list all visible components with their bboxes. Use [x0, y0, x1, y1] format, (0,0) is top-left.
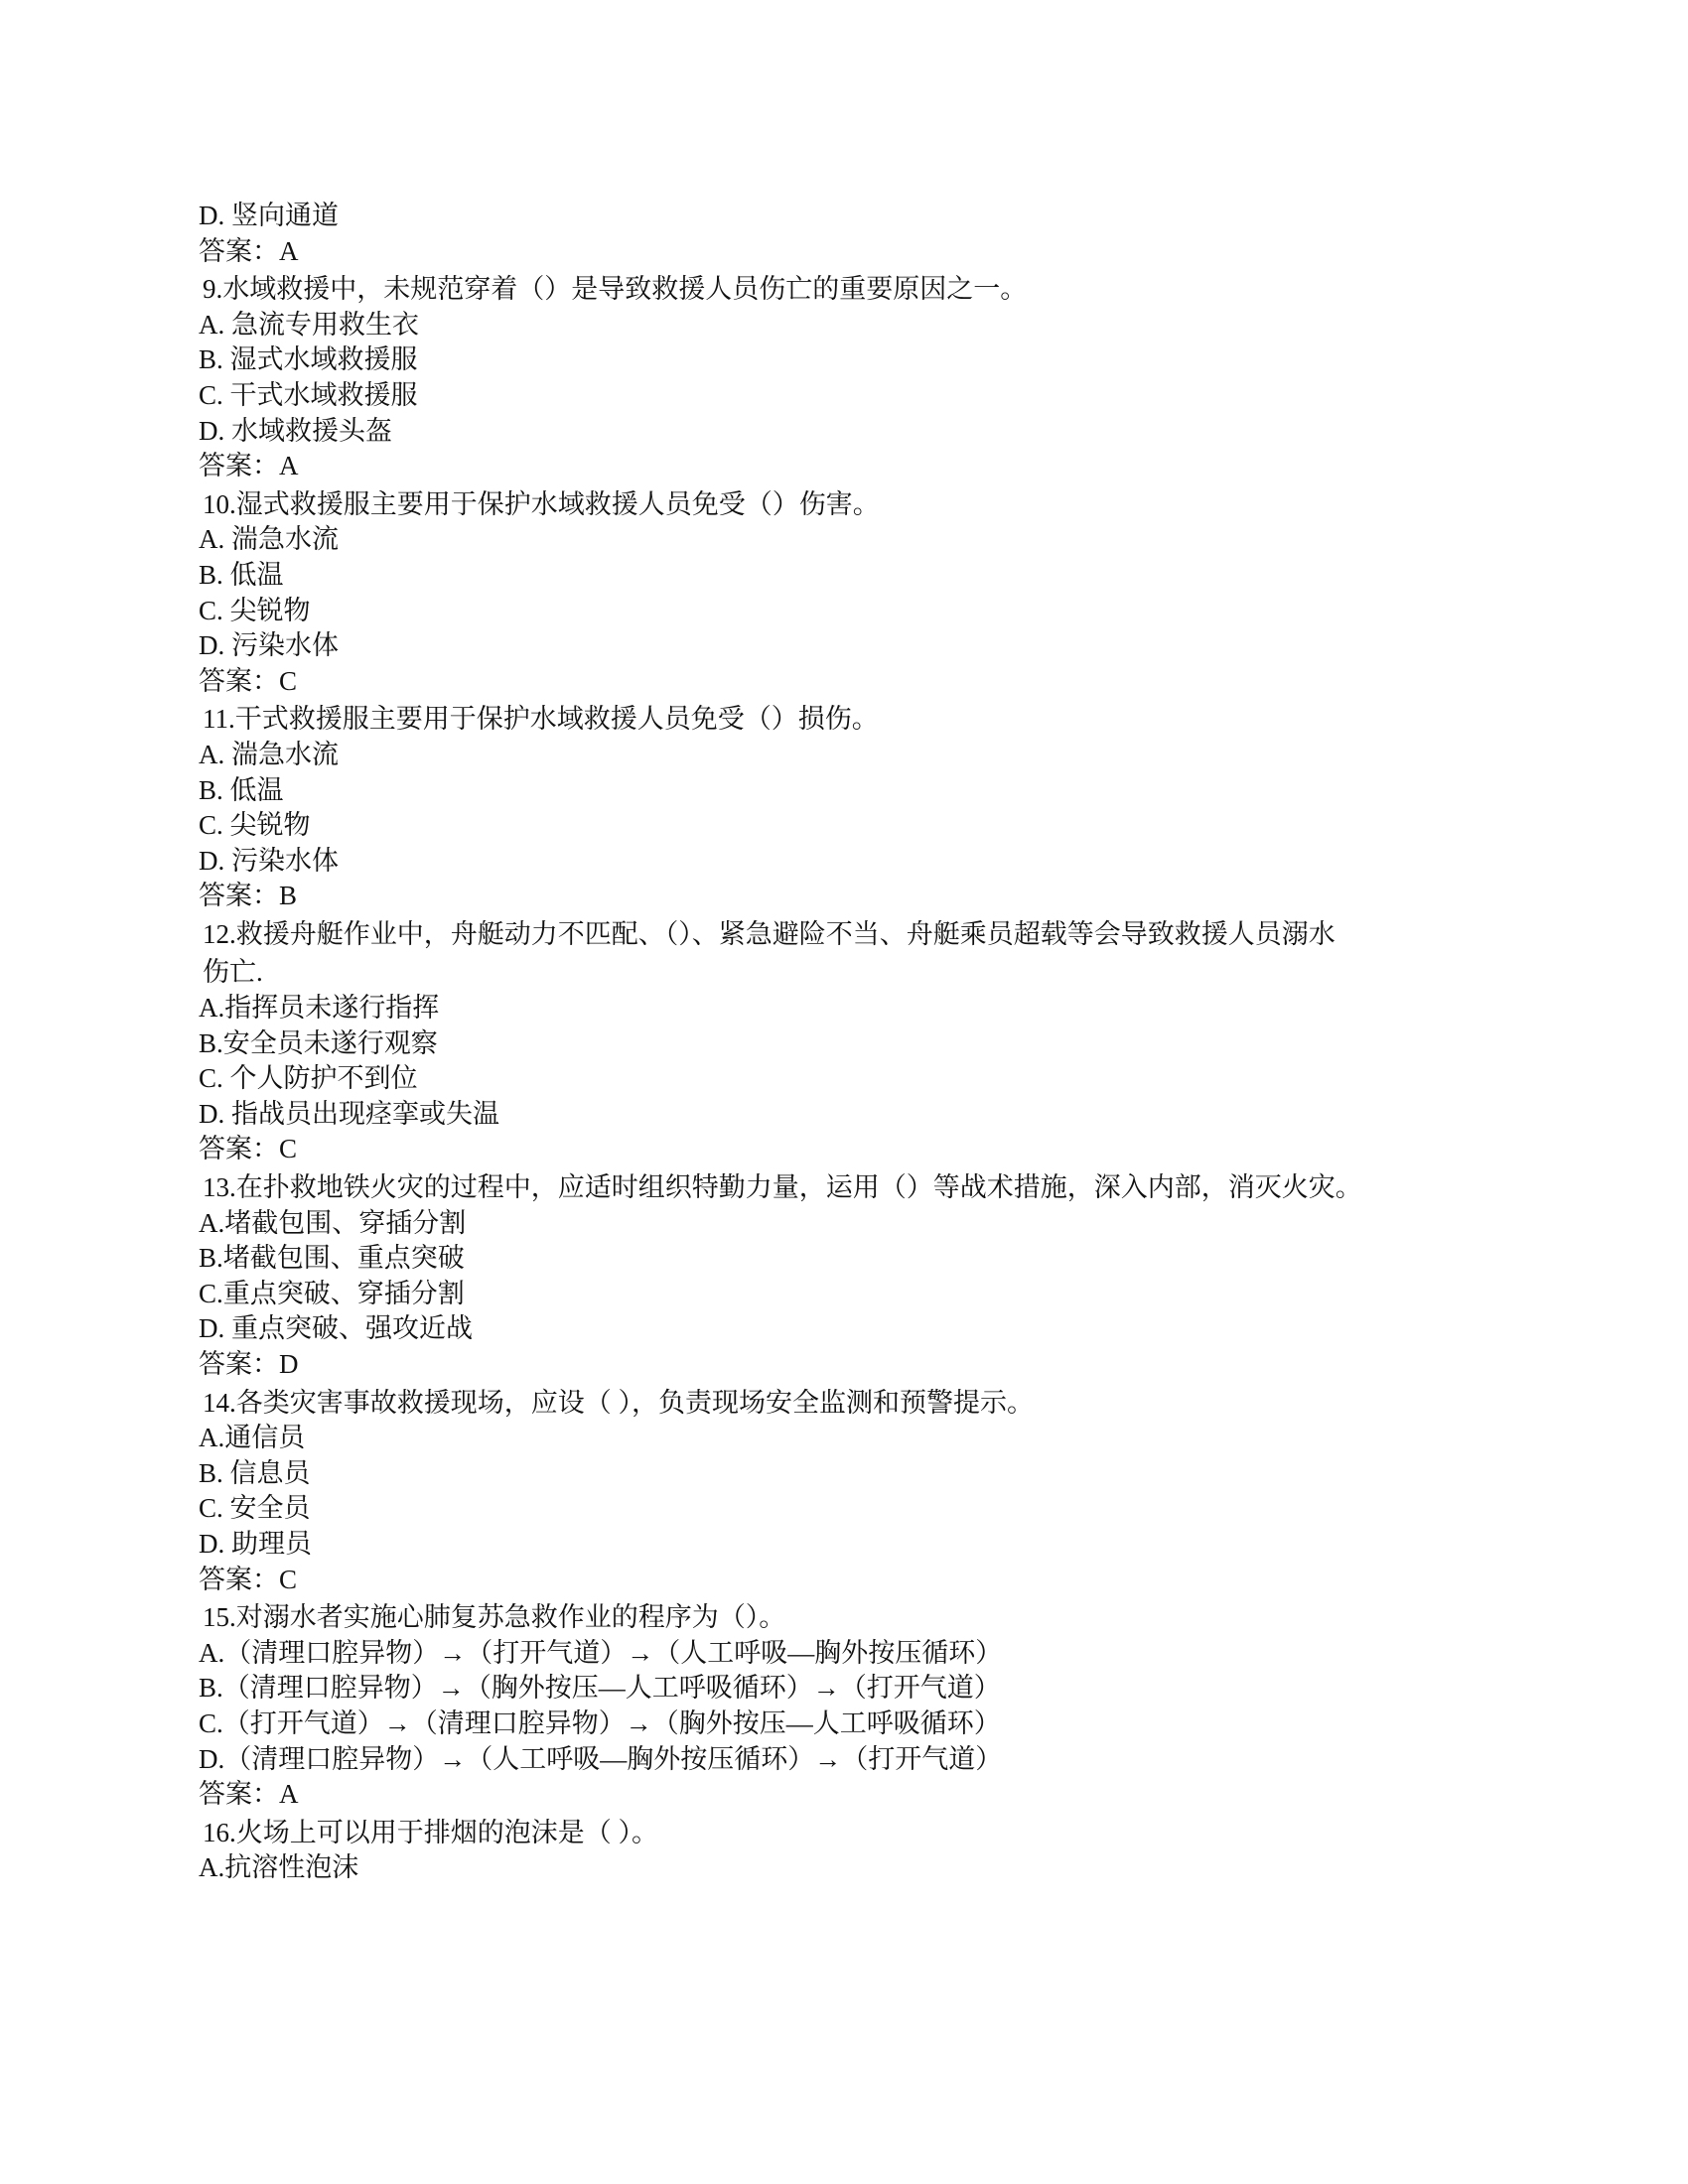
option-line: D.（清理口腔异物）→（人工呼吸—胸外按压循环）→（打开气道）	[199, 1743, 1003, 1774]
option-line: C.（打开气道）→（清理口腔异物）→（胸外按压—人工呼吸循环）	[199, 1707, 1001, 1738]
option-line: D. 污染水体	[199, 630, 339, 661]
option-line: C. 个人防护不到位	[199, 1063, 418, 1094]
question-line: 13.在扑救地铁火灾的过程中，应适时组织特勤力量，运用（）等战术措施，深入内部，消灭火灾。	[203, 1172, 1362, 1203]
question-line: 11.干式救援服主要用于保护水域救援人员免受（）损伤。	[203, 704, 879, 735]
answer-line: 答案：B	[199, 881, 298, 911]
option-line: B.（清理口腔异物）→（胸外按压—人工呼吸循环）→（打开气道）	[199, 1673, 1001, 1704]
option-line: B.堵截包围、重点突破	[199, 1243, 465, 1274]
question-line: 15.对溺水者实施心肺复苏急救作业的程序为（）。	[203, 1602, 786, 1633]
option-line: D. 助理员	[199, 1528, 312, 1559]
option-line: D. 重点突破、强攻近战	[199, 1313, 473, 1344]
answer-line: 答案：A	[199, 1779, 299, 1810]
option-line: A.通信员	[199, 1423, 306, 1453]
option-line: B. 信息员	[199, 1457, 311, 1488]
option-line: D. 污染水体	[199, 845, 339, 876]
option-line: A.堵截包围、穿插分割	[199, 1207, 467, 1238]
answer-line: 答案：A	[199, 235, 299, 266]
option-line: A.指挥员未遂行指挥	[199, 993, 440, 1024]
option-line: B. 低温	[199, 559, 284, 590]
answer-line: 答案：C	[199, 1134, 298, 1164]
document-page	[199, 199, 1489, 1886]
option-line: A.（清理口腔异物）→（打开气道）→（人工呼吸—胸外按压循环）	[199, 1637, 1003, 1668]
option-line: C.重点突破、穿插分割	[199, 1278, 465, 1308]
option-line: C. 安全员	[199, 1493, 311, 1524]
question-line: 14.各类灾害事故救援现场，应设（ ），负责现场安全监测和预警提示。	[203, 1387, 1034, 1418]
option-line: C. 尖锐物	[199, 810, 311, 841]
answer-line: 答案：C	[199, 665, 298, 696]
option-line: A. 急流专用救生衣	[199, 309, 419, 340]
option-line: A.抗溶性泡沫	[199, 1852, 359, 1883]
option-line: D. 指战员出现痉挛或失温	[199, 1098, 499, 1129]
answer-line: 答案：D	[199, 1349, 299, 1379]
answer-line: 答案：A	[199, 451, 299, 481]
question-line: 10.湿式救援服主要用于保护水域救援人员免受（）伤害。	[203, 488, 880, 519]
option-line: C. 尖锐物	[199, 595, 311, 625]
option-line: C. 干式水域救援服	[199, 379, 418, 410]
question-line: 12.救援舟艇作业中，舟艇动力不匹配、（）、紧急避险不当、舟艇乘员超载等会导致救援人员溺水	[203, 918, 1336, 949]
option-line: B. 湿式水域救援服	[199, 344, 418, 375]
option-line: B. 低温	[199, 774, 284, 805]
question-line: 9.水域救援中，未规范穿着（）是导致救援人员伤亡的重要原因之一。	[203, 274, 1028, 305]
option-line: D. 水域救援头盔	[199, 415, 392, 446]
option-line: D. 竖向通道	[199, 201, 339, 230]
question-line: 16.火场上可以用于排烟的泡沫是（ ）。	[203, 1817, 658, 1847]
option-line: A. 湍急水流	[199, 524, 339, 555]
answer-line: 答案：C	[199, 1564, 298, 1594]
option-line: B.安全员未遂行观察	[199, 1027, 438, 1058]
option-line: A. 湍急水流	[199, 739, 339, 769]
question-continuation: 伤亡.	[203, 957, 263, 988]
